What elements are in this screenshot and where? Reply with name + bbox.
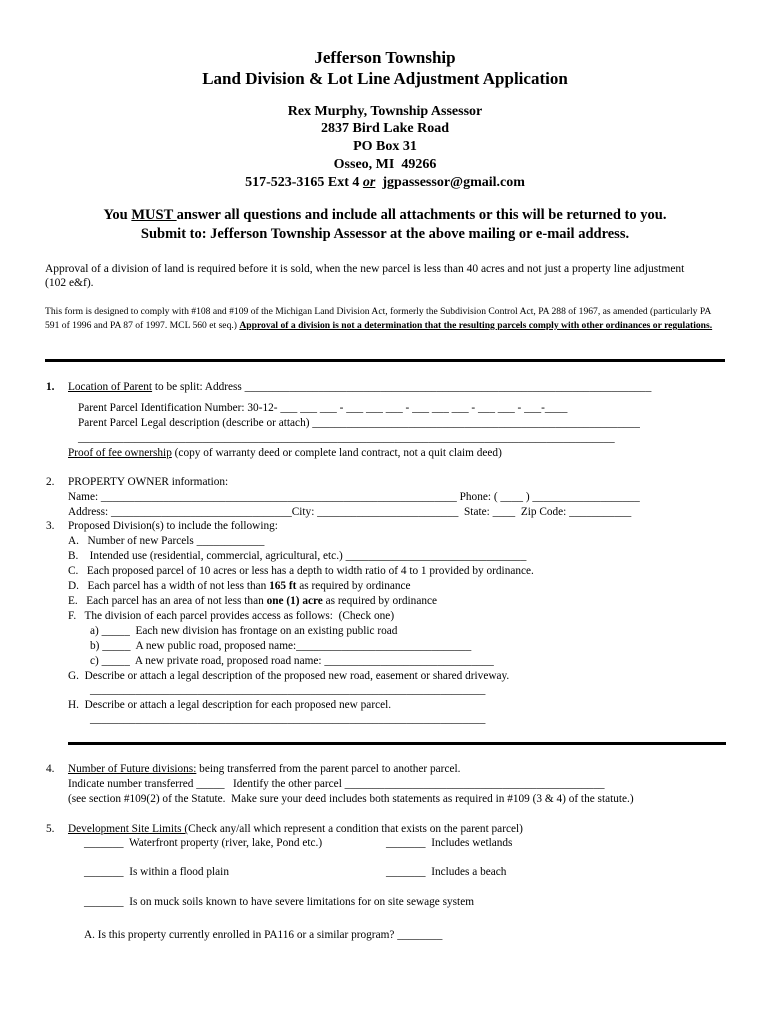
assessor-pobox: PO Box 31 (353, 139, 417, 154)
legal-description-line[interactable]: _______________________________________________________________________________________________ (78, 432, 615, 444)
future-divisions-text: being transferred from the parent parcel to another parcel. (196, 763, 461, 775)
width-requirement-item (68, 580, 411, 593)
form-title: Jefferson Township (314, 48, 456, 67)
parent-address-line[interactable]: to be split: Address ________________________________________________________________________ (152, 381, 652, 393)
section-divider-top (45, 359, 725, 362)
pa116-question-field[interactable]: A. Is this property currently enrolled in PA116 or a similar program? ________ (84, 929, 443, 941)
notice-must: MUST (131, 207, 177, 223)
notice-text-a: You (103, 207, 132, 223)
transferred-count-field[interactable]: Indicate number transferred _____ Identify the other parcel ______________________________________________ (68, 778, 605, 790)
assessor-contact (0, 175, 770, 191)
section-2-number: 2. (46, 476, 55, 488)
width-text-c: as required by ordinance (296, 580, 411, 592)
section-divider-middle (68, 742, 726, 745)
owner-info-heading: PROPERTY OWNER information: (68, 476, 229, 488)
width-text-a: D. Each parcel has a width of not less than (68, 580, 270, 592)
waterfront-checkbox-line[interactable]: _______ Waterfront property (river, lake, Pond etc.) (84, 837, 323, 849)
owner-address-field[interactable]: Address: ________________________________City: _________________________ State: ____ Zip Code: ___________ (68, 506, 632, 518)
contact-or: or (362, 175, 376, 190)
assessor-city: Osseo, MI 49266 (333, 157, 437, 172)
depth-width-ratio-item: C. Each proposed parcel of 10 acres or less has a depth to width ratio of 4 to 1 provided by ordinance. (68, 565, 534, 577)
proof-label: Proof of fee ownership (68, 447, 172, 459)
wetlands-checkbox-line[interactable]: _______ Includes wetlands (386, 837, 513, 849)
parcel-legal-description-line[interactable]: ______________________________________________________________________ (90, 713, 486, 725)
owner-name-phone-field[interactable]: Name: _______________________________________________________________ Phone: ( ____ ) ___________________ (68, 491, 640, 503)
section-1-number: 1. (46, 381, 55, 393)
area-requirement-item (68, 595, 437, 608)
future-divisions-label: Number of Future divisions: (68, 763, 197, 775)
road-legal-description-line[interactable]: ______________________________________________________________________ (90, 684, 486, 696)
parent-location-field[interactable] (68, 381, 651, 394)
notice-text-b: answer all questions and include all attachments or this will be returned to you. (176, 207, 667, 223)
beach-checkbox-line[interactable]: _______ Includes a beach (386, 866, 507, 878)
must-answer-notice (0, 207, 770, 224)
assessor-name: Rex Murphy, Township Assessor (287, 104, 483, 119)
width-value: 165 ft (269, 580, 297, 592)
section-3-number: 3. (46, 520, 55, 532)
flood-plain-checkbox-line[interactable]: _______ Is within a flood plain (84, 866, 229, 878)
approval-paragraph: Approval of a division of land is required before it is sold, when the new parcel is less than 40 acres and not just a property line adjustment (102 e&f). (45, 263, 685, 289)
parcel-id-field[interactable]: Parent Parcel Identification Number: 30-12- ___ ___ ___ - ___ ___ ___ - ___ ___ ___ - ___ ___ - ___-____ (78, 402, 568, 414)
section-4-number: 4. (46, 763, 55, 775)
site-limits-text: Check any/all which represent a condition that exists on the parent parcel) (188, 823, 523, 835)
assessor-phone: 517-523-3165 Ext 4 (245, 175, 363, 190)
muck-soils-checkbox-line[interactable]: _______ Is on muck soils known to have severe limitations for on site sewage system (84, 896, 474, 908)
future-divisions-heading (68, 763, 460, 776)
proof-of-ownership (68, 447, 502, 460)
proof-text: (copy of warranty deed or complete land contract, not a quit claim deed) (171, 447, 502, 459)
new-parcels-count-field[interactable]: A. Number of new Parcels ____________ (68, 535, 265, 547)
compliance-paragraph (45, 305, 725, 333)
compliance-text: This form is designed to comply with #108 and #109 of the Michigan Land Division Act, formerly the Subdivision Control Act, PA 288 of 1967, as amended (particularly PA 591 of 1996 and PA 87 of 1997. MCL 560 et seq.) (45, 306, 711, 331)
site-limits-heading (68, 823, 523, 836)
section-5-number: 5. (46, 823, 55, 835)
site-limits-label: Development Site Limits ( (68, 823, 189, 835)
access-option-private-road[interactable]: c) _____ A new private road, proposed road name: ______________________________ (90, 655, 494, 667)
legal-description-field[interactable]: Parent Parcel Legal description (describe or attach) __________________________________________________________ (78, 417, 640, 429)
parent-location-label: Location of Parent (68, 381, 153, 393)
form-subtitle: Land Division & Lot Line Adjustment Application (202, 69, 568, 88)
area-text-c: as required by ordinance (322, 595, 438, 607)
road-legal-description-item: G. Describe or attach a legal description of the proposed new road, easement or shared driveway. (68, 670, 510, 682)
area-value: one (1) acre (266, 595, 323, 607)
access-heading: F. The division of each parcel provides access as follows: (Check one) (68, 610, 395, 622)
intended-use-field[interactable]: B. Intended use (residential, commercial, agricultural, etc.) ________________________________ (68, 550, 527, 562)
assessor-email[interactable]: jgpassessor@gmail.com (375, 175, 525, 190)
area-text-a: E. Each parcel has an area of not less than (68, 595, 267, 607)
parcel-legal-description-item: H. Describe or attach a legal description for each proposed new parcel. (68, 699, 392, 711)
access-option-existing-road[interactable]: a) _____ Each new division has frontage on an existing public road (90, 625, 398, 637)
compliance-bold: Approval of a division is not a determination that the resulting parcels comply with other ordinances or regulations. (239, 320, 713, 331)
statute-note: (see section #109(2) of the Statute. Make sure your deed includes both statements as required in #109 (3 & 4) of the statute.) (68, 793, 634, 805)
submit-notice: Submit to: Jefferson Township Assessor at the above mailing or e-mail address. (140, 226, 630, 242)
access-option-public-road[interactable]: b) _____ A new public road, proposed name:_______________________________ (90, 640, 472, 652)
assessor-street: 2837 Bird Lake Road (321, 121, 449, 136)
proposed-division-heading: Proposed Division(s) to include the following: (68, 520, 278, 532)
